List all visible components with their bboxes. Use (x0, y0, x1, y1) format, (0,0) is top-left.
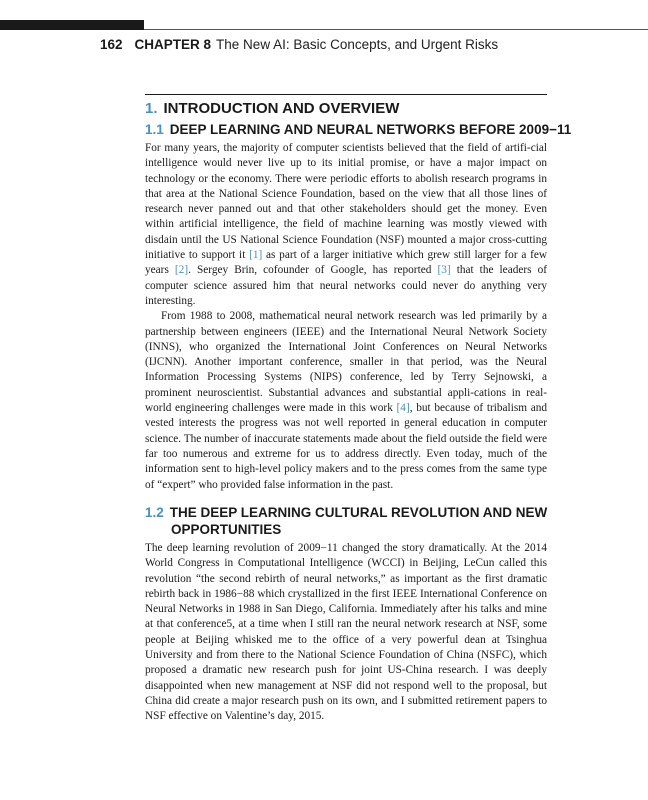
running-head (100, 36, 498, 54)
subsection-title: THE DEEP LEARNING CULTURAL REVOLUTION AND NEW (169, 505, 548, 520)
subsection-body (145, 141, 547, 493)
section-heading (145, 100, 399, 118)
header-bar (0, 20, 144, 30)
section-title: INTRODUCTION AND OVERVIEW (163, 100, 400, 117)
section-rule (145, 94, 547, 95)
subsection-title-continued: OPPORTUNITIES (171, 521, 282, 537)
page-number: 162 (100, 37, 123, 52)
citation-link[interactable]: [1] (249, 249, 263, 262)
subsection-heading (145, 122, 571, 139)
citation-link[interactable]: [3] (437, 264, 451, 277)
header-rule (144, 29, 648, 30)
subsection-title: DEEP LEARNING AND NEURAL NETWORKS BEFORE 2009−11 (169, 122, 572, 137)
citation-link[interactable]: [4] (396, 402, 410, 415)
subsection-body (145, 541, 547, 725)
paragraph: From 1988 to 2008, mathematical neural network research was led primarily by a partnership between engineers (IEEE) and the International Neural Network Society (INNS), who organized the International Joint Conferences on Neural Networks (IJCNN). Another important conference, smaller in that period, was the Neural Information Processing Systems (NIPS) conference, led by Terry Sejnowski, a prominent neuroscientist. Substantial advances and substantial appli-cations in real-world engineering challenges were made in this work [4], but because of tribalism and vested interests the progress was not well reported in general education in computer science. The number of inaccurate statements made about the field outside the field were far too numerous and extreme for us to address directly. Even today, much of the information sent to high-level policy makers and to the press comes from the same type of “expert” who provided false information in the past. (145, 310, 547, 491)
chapter-title: The New AI: Basic Concepts, and Urgent Risks (216, 37, 499, 52)
chapter-label: CHAPTER 8 (134, 37, 212, 52)
subsection-number: 1.2 (145, 505, 164, 520)
subsection-heading (145, 505, 547, 538)
section-number: 1. (145, 100, 158, 117)
paragraph: For many years, the majority of computer scientists believed that the field of artifi-cial intelligence would never live up to its initial promise, or have a major impact on technology or the economy. There were periodic efforts to abolish research programs in that area at the National Science Foundation, based on the view that all those lines of research never panned out and that other stakeholders should get the money. Even within artificial intelligence, the field of machine learning was mostly viewed with disdain until the US National Science Foundation (NSF) mounted a major cross-cutting initiative to support it [1] as part of a larger initiative which grew still larger for a few years [2]. Sergey Brin, cofounder of Google, has reported [3] that the leaders of computer science assured him that neural networks could never do anything very interesting. (145, 142, 548, 307)
subsection-number: 1.1 (145, 122, 164, 137)
paragraph: The deep learning revolution of 2009−11 changed the story dramatically. At the 2014 World Congress in Computational Intelligence (WCCI) in Beijing, LeCun called this revolution “the second rebirth of neural networks,” as important as the first dramatic rebirth back in 1986−88 which crystallized in the first IEEE International Conference on Neural Networks in 1988 in San Diego, California. Immediately after his talks and mine at that conference5, at a time when I still ran the neural network research at NSF, some people at Beijing whisked me to the office of a very powerful dean at Tsinghua University and from there to the National Science Foundation of China (NSFC), which proposed a dramatic new research push for joint US-China research. I was deeply disappointed when new management at NSF did not respond well to the proposal, but China did create a major research push on its own, and I submitted retirement papers to NSF effective on Valentine’s day, 2015. (145, 542, 547, 723)
citation-link[interactable]: [2] (174, 264, 189, 277)
